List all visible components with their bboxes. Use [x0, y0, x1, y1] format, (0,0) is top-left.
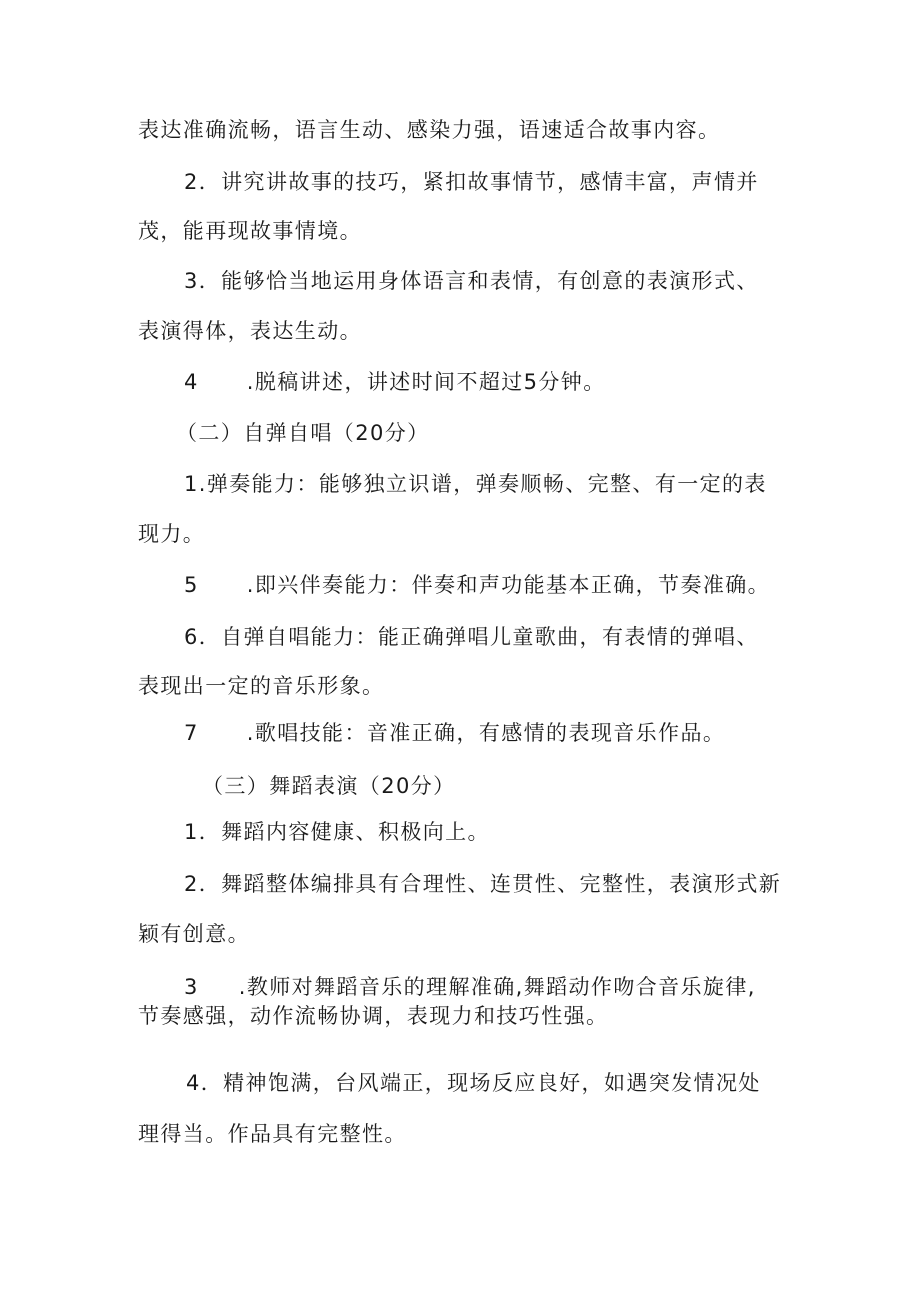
list-text: .脱稿讲述，讲述时间不超过5分钟。 [246, 370, 606, 394]
paragraph-line: 2．舞蹈整体编排具有合理性、连贯性、完整性，表演形式新 [184, 872, 782, 896]
paragraph-line: 表演得体，表达生动。 [138, 319, 362, 343]
list-text: .教师对舞蹈音乐的理解准确,舞蹈动作吻合音乐旋律, [238, 975, 756, 999]
list-number: 4 [184, 370, 199, 394]
paragraph-line [184, 973, 756, 1001]
paragraph-line: 茂，能再现故事情境。 [138, 219, 362, 243]
list-text: .歌唱技能：音准正确，有感情的表现音乐作品。 [246, 721, 726, 745]
paragraph-line: 3．能够恰当地运用身体语言和表情，有创意的表演形式、 [184, 269, 759, 293]
paragraph-line: 6．自弹自唱能力：能正确弹唱儿童歌曲，有表情的弹唱、 [184, 625, 759, 649]
paragraph-line: 4．精神饱满，台风端正，现场反应良好，如遇突发情况处 [186, 1071, 761, 1095]
paragraph-line: 1.弹奏能力：能够独立识谱，弹奏顺畅、完整、有一定的表 [184, 472, 767, 496]
paragraph-line [184, 368, 606, 396]
paragraph-line: 1．舞蹈内容健康、积极向上。 [184, 820, 490, 844]
paragraph-line: 颖有创意。 [138, 922, 250, 946]
paragraph-line [184, 571, 770, 599]
section-heading: （二）自弹自唱（20分） [176, 421, 430, 445]
list-number: 7 [184, 721, 199, 745]
section-heading: （三）舞蹈表演（20分） [202, 774, 456, 798]
paragraph-line [184, 719, 725, 747]
paragraph-line: 节奏感强，动作流畅协调，表现力和技巧性强。 [138, 1004, 609, 1028]
list-number: 5 [184, 573, 199, 597]
paragraph-line: 现力。 [138, 522, 206, 546]
list-number: 3 [184, 975, 199, 999]
paragraph-line: 理得当。作品具有完整性。 [138, 1122, 407, 1146]
paragraph-line: 表达准确流畅，语言生动、感染力强，语速适合故事内容。 [138, 118, 721, 142]
paragraph-line: 表现出一定的音乐形象。 [138, 674, 385, 698]
list-text: .即兴伴奏能力：伴奏和声功能基本正确，节奏准确。 [246, 573, 771, 597]
paragraph-line: 2．讲究讲故事的技巧，紧扣故事情节，感情丰富，声情并 [184, 170, 759, 194]
